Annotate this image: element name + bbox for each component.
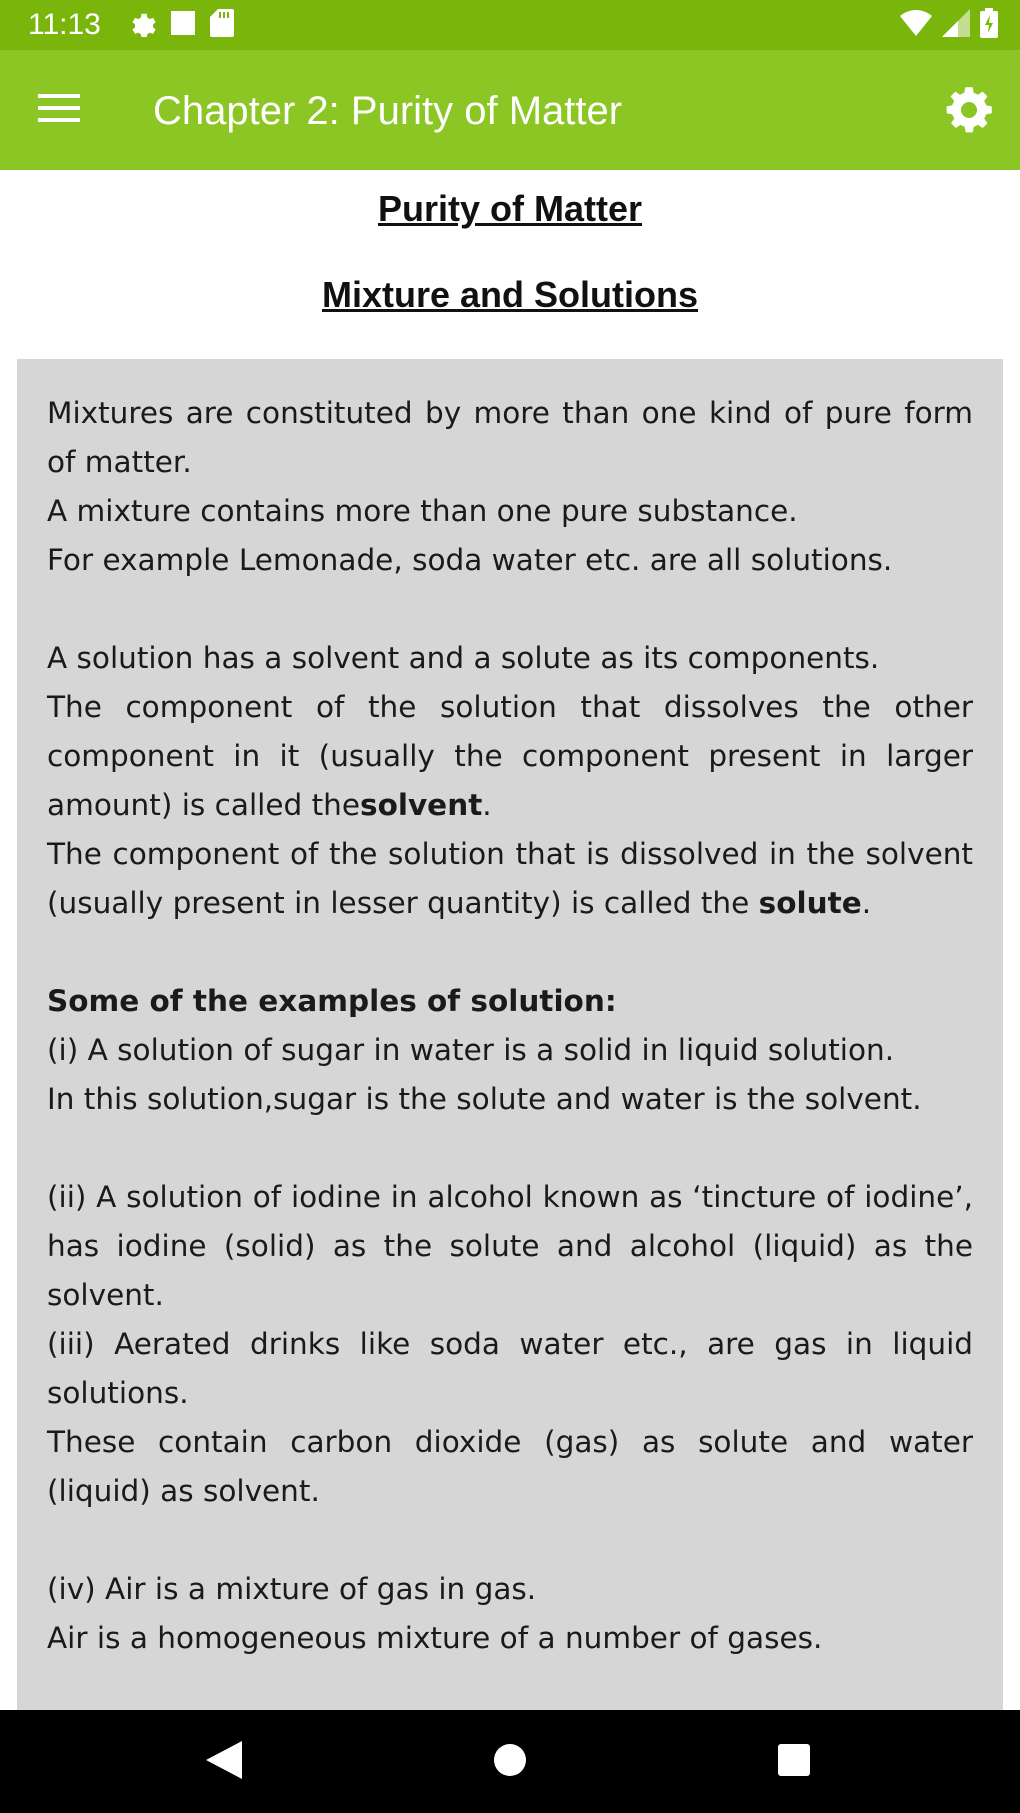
paragraph-text: The component of the solution that dissolves the other component in it (usually the component present in larger amount) is called the [47,690,973,822]
section-title: Mixture and Solutions [321,274,698,315]
gear-icon [128,9,156,42]
bold-term: solvent [360,788,483,822]
back-triangle-icon [206,1741,242,1784]
sd-card-icon [210,9,234,42]
home-circle-icon [493,1743,527,1782]
home-button[interactable] [484,1736,536,1788]
signal-icon [942,9,970,42]
paragraph: A solution has a solvent and a solute as its components. [47,641,880,675]
hamburger-menu-icon [38,93,80,128]
back-button[interactable] [198,1736,250,1788]
navigation-bar [0,1710,1020,1813]
paragraph: (ii) A solution of iodine in alcohol known as ‘tincture of iodine’, has iodine (solid) as the solute and alcohol (liquid) as the solvent. [47,1180,973,1312]
paragraph [47,977,973,1026]
status-time: 11:13 [28,8,101,41]
wifi-icon [900,10,932,41]
gear-icon [943,84,995,141]
app-bar [0,50,1020,170]
recents-square-icon [777,1743,811,1782]
paragraph: Air is a homogeneous mixture of a number of gases. [47,1621,823,1655]
paragraph: A mixture contains more than one pure substance. [47,494,798,528]
settings-button[interactable] [938,81,1000,143]
content-card [17,359,1003,1710]
status-bar [0,0,1020,50]
menu-button[interactable] [28,85,90,135]
paragraph: The component of the solution that dissolves the other component in it (usually the component present in larger amount) is called thesolvent. [47,690,973,822]
card-text [47,389,973,1663]
paragraph: Mixtures are constituted by more than one kind of pure form of matter. [47,396,973,479]
status-icons-left [128,10,234,40]
status-icons-right [900,10,998,40]
paragraph: For example Lemonade, soda water etc. are all solutions. [47,543,893,577]
app-title: Chapter 2: Purity of Matter [153,89,623,133]
paragraph: (i) A solution of sugar in water is a solid in liquid solution. [47,1033,895,1067]
paragraph-text: The component of the solution that is dissolved in the solvent (usually present in lesser quantity) is called the [47,837,973,920]
paragraph: These contain carbon dioxide (gas) as solute and water (liquid) as solvent. [47,1425,973,1508]
paragraph: (iv) Air is a mixture of gas in gas. [47,1572,537,1606]
bold-heading: Some of the examples of solution: [47,984,617,1018]
bold-term: solute [758,886,862,920]
recents-button[interactable] [768,1736,820,1788]
paragraph: The component of the solution that is dissolved in the solvent (usually present in lesser quantity) is called the solute. [47,837,973,920]
page-title: Purity of Matter [377,188,643,229]
battery-icon [980,8,998,43]
paragraph: In this solution,sugar is the solute and water is the solvent. [47,1082,922,1116]
square-icon [170,10,196,41]
content-area[interactable] [0,170,1020,1710]
paragraph: (iii) Aerated drinks like soda water etc., are gas in liquid solutions. [47,1327,973,1410]
